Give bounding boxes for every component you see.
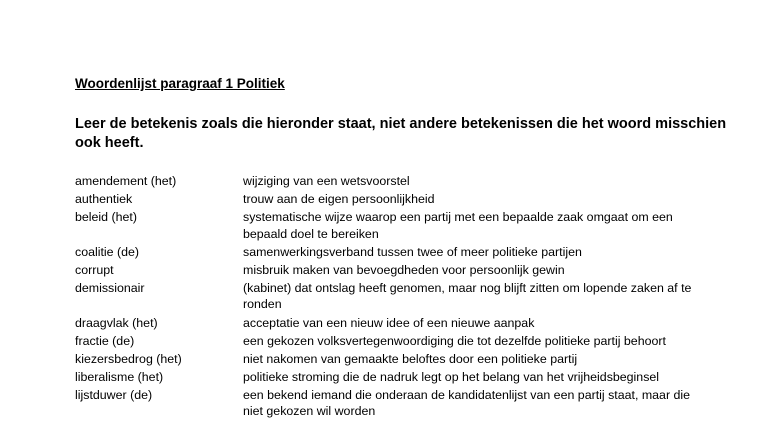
- glossary-definition: trouw aan de eigen persoonlijkheid: [243, 192, 435, 207]
- glossary-term: lijstduwer (de): [75, 387, 153, 402]
- glossary-entry: [75, 173, 765, 190]
- glossary-term: fractie (de): [75, 333, 135, 348]
- glossary-definition: (kabinet) dat ontslag heeft genomen, maar nog blijft zitten om lopende zaken af te ronden: [243, 280, 692, 312]
- glossary-entry: [75, 191, 765, 208]
- glossary-term: draagvlak (het): [75, 315, 158, 330]
- glossary-entry: [75, 369, 765, 386]
- glossary-term: amendement (het): [75, 174, 177, 188]
- glossary-term: demissionair: [75, 280, 145, 295]
- glossary-definition: politieke stroming die de nadruk legt op het belang van het vrijheidsbeginsel: [243, 369, 660, 384]
- glossary-definition: niet nakomen van gemaakte beloftes door een politieke partij: [243, 351, 578, 366]
- glossary-definition: wijziging van een wetsvoorstel: [243, 174, 410, 188]
- glossary-entry: [75, 262, 765, 279]
- glossary-term: authentiek: [75, 192, 133, 207]
- glossary-entry: [75, 209, 765, 242]
- glossary-definition: misbruik maken van bevoegdheden voor persoonlijk gewin: [243, 262, 565, 277]
- glossary-definition: acceptatie van een nieuw idee of een nieuwe aanpak: [243, 315, 535, 330]
- glossary-definition: systematische wijze waarop een partij met een bepaalde zaak omgaat om een bepaald doel te bereiken: [243, 210, 673, 241]
- glossary-entry: [75, 333, 765, 350]
- glossary-definition: een bekend iemand die onderaan de kandidatenlijst van een partij staat, maar die niet gekozen wil worden: [243, 387, 691, 419]
- glossary-term: beleid (het): [75, 210, 137, 225]
- glossary-entry: [75, 315, 765, 332]
- glossary-entry: [75, 244, 765, 261]
- glossary-term: kiezersbedrog (het): [75, 351, 182, 366]
- instruction-text: Leer de betekenis zoals die hieronder staat, niet andere betekenissen die het woord misschien ook heeft.: [75, 116, 727, 151]
- glossary-term: liberalisme (het): [75, 369, 164, 384]
- glossary-definition: samenwerkingsverband tussen twee of meer politieke partijen: [243, 244, 582, 259]
- glossary-entry: [75, 387, 765, 420]
- glossary-entry: [75, 280, 765, 313]
- glossary-list: [75, 173, 765, 422]
- glossary-term: corrupt: [75, 262, 114, 277]
- glossary-definition: een gekozen volksvertegenwoordiging die tot dezelfde politieke partij behoort: [243, 333, 666, 348]
- glossary-entry: [75, 351, 765, 368]
- glossary-term: coalitie (de): [75, 244, 140, 259]
- document-title: Woordenlijst paragraaf 1 Politiek: [75, 76, 285, 91]
